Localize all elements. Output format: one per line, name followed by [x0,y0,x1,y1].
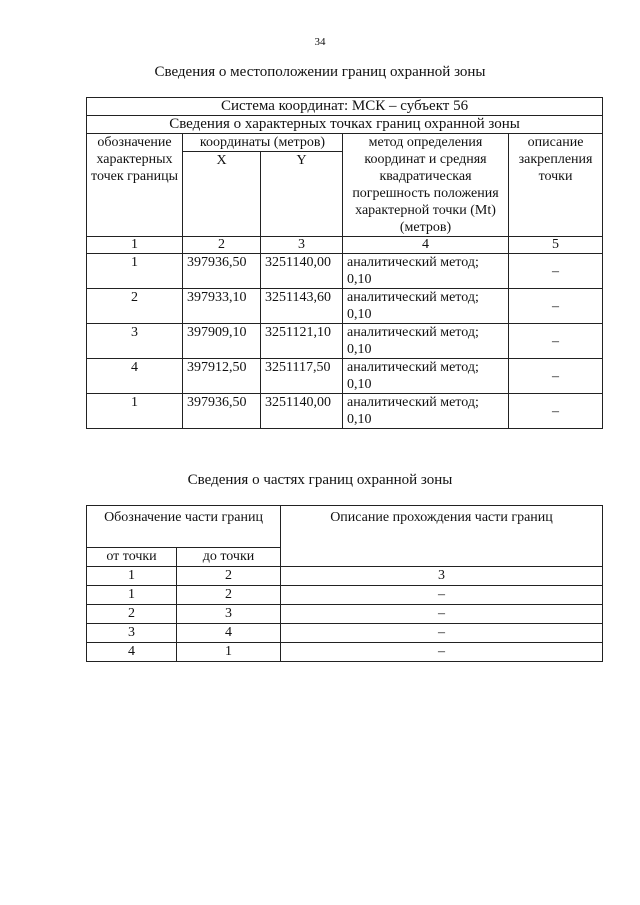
table-row [87,605,603,624]
method-cell [343,289,509,324]
point-description: – [509,289,603,324]
part-description: – [281,624,603,643]
table-row [87,394,603,429]
from-point: 4 [87,643,177,662]
point-description: – [509,394,603,429]
point-id: 4 [87,359,183,394]
column-number: 5 [509,237,603,254]
method-text: аналитический метод; [347,290,479,305]
part-description: – [281,605,603,624]
coordinates-column-header: координаты (метров) [183,134,343,152]
method-cell [343,394,509,429]
error-value: 0,10 [347,377,372,392]
table-row [87,586,603,605]
column-numbers-row [87,567,603,586]
table-row [87,254,603,289]
y-coordinate: 3251140,00 [261,394,343,429]
part-description: – [281,643,603,662]
column-number: 1 [87,567,177,586]
part-description: – [281,586,603,605]
error-value: 0,10 [347,272,372,287]
point-id: 1 [87,254,183,289]
method-cell [343,254,509,289]
y-coordinate: 3251117,50 [261,359,343,394]
table-row [87,324,603,359]
coordinate-system-header: Система координат: МСК – субъект 56 [87,98,603,116]
point-description: – [509,359,603,394]
boundary-parts-table [86,505,603,662]
method-text: аналитический метод; [347,395,479,410]
x-column-header: X [183,152,261,237]
point-id: 3 [87,324,183,359]
from-point: 2 [87,605,177,624]
method-column-header: метод определения координат и средняя квадратическая погрешность положения характерной точки (Mt) (метров) [343,134,509,237]
x-coordinate: 397936,50 [183,254,261,289]
table-row [87,289,603,324]
column-number: 2 [177,567,281,586]
point-id: 2 [87,289,183,324]
to-point: 3 [177,605,281,624]
error-value: 0,10 [347,342,372,357]
boundary-points-table [86,97,603,429]
from-point: 3 [87,624,177,643]
point-description: – [509,254,603,289]
column-numbers-row [87,237,603,254]
y-coordinate: 3251140,00 [261,254,343,289]
from-point-header: от точки [87,548,177,567]
method-text: аналитический метод; [347,360,479,375]
method-cell [343,324,509,359]
x-coordinate: 397909,10 [183,324,261,359]
column-number: 1 [87,237,183,254]
part-description-header: Описание прохождения части границ [281,506,603,567]
from-point: 1 [87,586,177,605]
error-value: 0,10 [347,307,372,322]
x-coordinate: 397936,50 [183,394,261,429]
to-point: 2 [177,586,281,605]
table-row [87,643,603,662]
section-title-boundary-parts: Сведения о частях границ охранной зоны [187,472,453,488]
designation-column-header: обозначение характерных точек границы [87,134,183,237]
column-number: 2 [183,237,261,254]
x-coordinate: 397912,50 [183,359,261,394]
method-text: аналитический метод; [347,325,479,340]
part-designation-header: Обозначение части границ [87,506,281,548]
y-column-header: Y [261,152,343,237]
to-point: 1 [177,643,281,662]
x-coordinate: 397933,10 [183,289,261,324]
description-column-header: описание закрепления точки [509,134,603,237]
column-number: 3 [281,567,603,586]
to-point: 4 [177,624,281,643]
point-id: 1 [87,394,183,429]
section-title-boundary-location: Сведения о местоположении границ охранной зоны [154,64,486,80]
method-text: аналитический метод; [347,255,479,270]
point-description: – [509,324,603,359]
points-info-header: Сведения о характерных точках границ охранной зоны [87,116,603,134]
to-point-header: до точки [177,548,281,567]
page-number: 34 [314,36,326,48]
y-coordinate: 3251143,60 [261,289,343,324]
y-coordinate: 3251121,10 [261,324,343,359]
column-number: 3 [261,237,343,254]
column-number: 4 [343,237,509,254]
error-value: 0,10 [347,412,372,427]
table-row [87,359,603,394]
method-cell [343,359,509,394]
table-row [87,624,603,643]
